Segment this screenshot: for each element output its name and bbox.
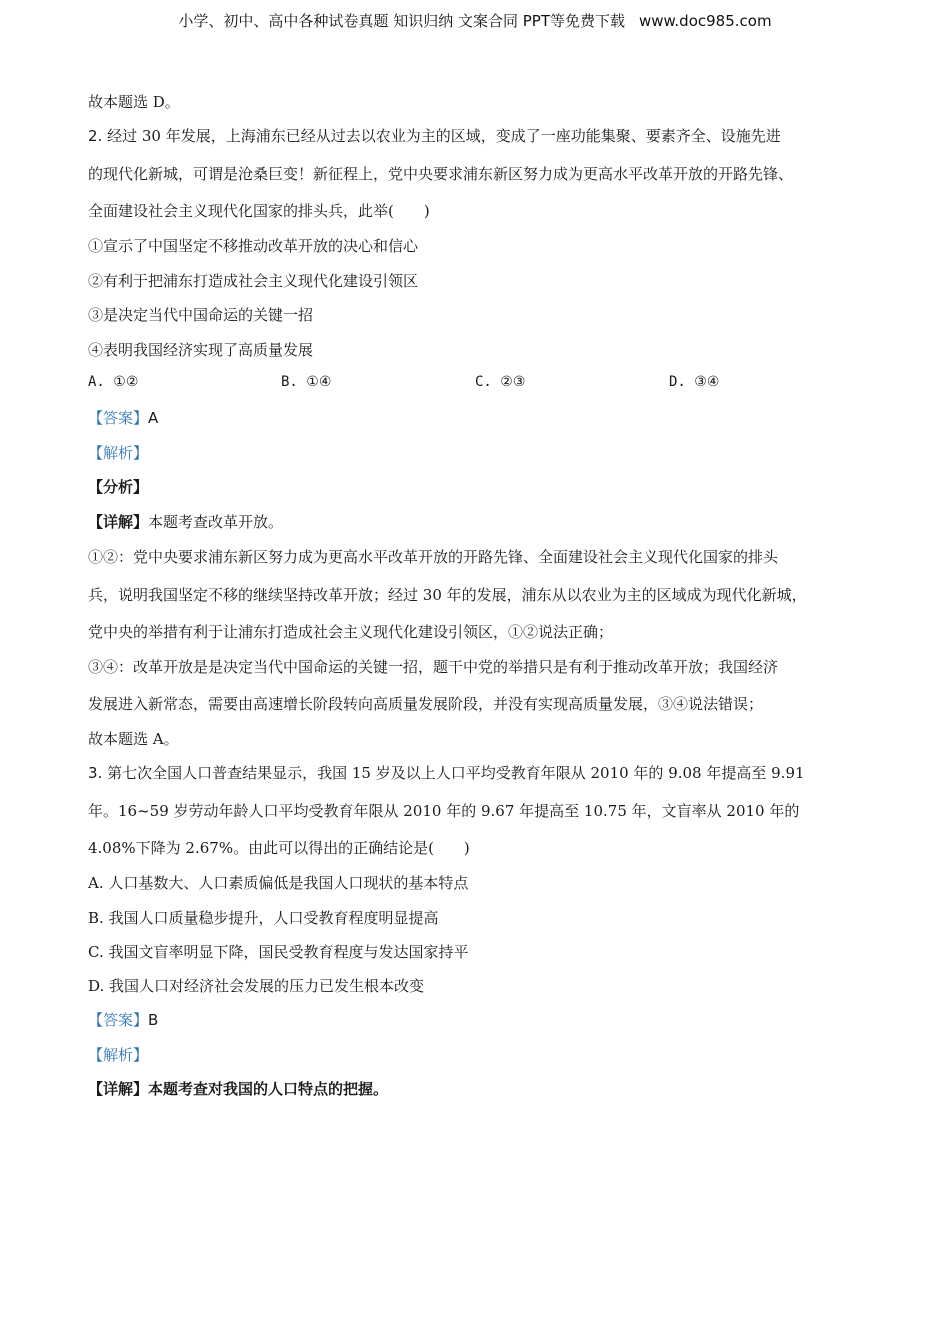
q2-statement-2: ②有利于把浦东打造成社会主义现代化建设引领区 bbox=[88, 272, 419, 290]
q3-stem-line-2: 年。16~59 岁劳动年龄人口平均受教育年限从 2010 年的 9.67 年提高至 10.75 年，文盲率从 2010 年的 bbox=[88, 802, 800, 820]
q2-explanation-line-2: 兵，说明我国坚定不移的继续坚持改革开放；经过 30 年的发展，浦东从以农业为主的区域成为现代化新城， bbox=[88, 586, 807, 604]
q3-detail-label: 【详解】 bbox=[88, 1080, 149, 1098]
header-url[interactable]: www.doc985.com bbox=[638, 12, 772, 30]
q2-option-a: A. ①② bbox=[88, 374, 139, 390]
q3-analysis-label: 【解析】 bbox=[88, 1046, 149, 1064]
q2-stem-line-2: 的现代化新城，可谓是沧桑巨变！新征程上，党中央要求浦东新区努力成为更高水平改革开放的开路先锋、 bbox=[88, 165, 794, 183]
q3-answer bbox=[88, 1009, 158, 1030]
q3-option-d: D. 我国人口对经济社会发展的压力已发生根本改变 bbox=[88, 977, 425, 995]
q2-statement-3: ③是决定当代中国命运的关键一招 bbox=[88, 306, 314, 324]
q2-answer bbox=[88, 407, 158, 428]
q2-statement-4: ④表明我国经济实现了高质量发展 bbox=[88, 341, 314, 359]
q3-option-b: B. 我国人口质量稳步提升，人口受教育程度明显提高 bbox=[88, 909, 439, 927]
q2-option-c: C. ②③ bbox=[475, 374, 526, 390]
q2-detail bbox=[88, 511, 283, 532]
q2-explanation-line-1: ①②：党中央要求浦东新区努力成为更高水平改革开放的开路先锋、全面建设社会主义现代化国家的排头 bbox=[88, 548, 779, 566]
q3-number: 3. bbox=[88, 764, 103, 782]
q2-explanation-line-4: ③④：改革开放是是决定当代中国命运的关键一招，题干中党的举措只是有利于推动改革开放；我国经济 bbox=[88, 658, 779, 676]
q3-answer-value: B bbox=[148, 1011, 159, 1029]
prev-conclusion: 故本题选 D。 bbox=[88, 93, 180, 111]
q3-answer-label: 【答案】 bbox=[88, 1011, 149, 1029]
header-text: 小学、初中、高中各种试卷真题 知识归纳 文案合同 PPT等免费下载 bbox=[178, 12, 625, 30]
q2-number: 2. bbox=[88, 127, 103, 145]
q2-answer-value: A bbox=[148, 409, 159, 427]
q2-stem-line-1: 2. 经过 30 年发展，上海浦东已经从过去以农业为主的区域，变成了一座功能集聚、要素齐全、设施先进 bbox=[88, 127, 781, 145]
site-header bbox=[0, 10, 950, 31]
q2-option-d: D. ③④ bbox=[669, 374, 720, 390]
q2-answer-label: 【答案】 bbox=[88, 409, 149, 427]
q2-analysis-label: 【解析】 bbox=[88, 444, 149, 462]
q2-explanation-line-5: 发展进入新常态，需要由高速增长阶段转向高质量发展阶段，并没有实现高质量发展，③④说法错误； bbox=[88, 695, 764, 713]
q2-stem-line-3: 全面建设社会主义现代化国家的排头兵，此举( ) bbox=[88, 202, 430, 220]
q2-option-b: B. ①④ bbox=[281, 374, 332, 390]
q2-explanation-line-6: 故本题选 A。 bbox=[88, 730, 179, 748]
q2-statement-1: ①宣示了中国坚定不移推动改革开放的决心和信心 bbox=[88, 237, 419, 255]
q3-detail bbox=[88, 1078, 388, 1099]
q2-detail-label: 【详解】 bbox=[88, 513, 149, 531]
q3-option-c: C. 我国文盲率明显下降，国民受教育程度与发达国家持平 bbox=[88, 943, 469, 961]
q2-detail-text: 本题考查改革开放。 bbox=[148, 513, 284, 531]
q3-detail-text: 本题考查对我国的人口特点的把握。 bbox=[148, 1080, 389, 1098]
q3-stem-line-1: 3. 第七次全国人口普查结果显示，我国 15 岁及以上人口平均受教育年限从 2010 年的 9.08 年提高至 9.91 bbox=[88, 764, 805, 782]
q2-explanation-line-3: 党中央的举措有利于让浦东打造成社会主义现代化建设引领区，①②说法正确； bbox=[88, 623, 614, 641]
q2-fenxi-label: 【分析】 bbox=[88, 478, 149, 496]
q3-option-a: A. 人口基数大、人口素质偏低是我国人口现状的基本特点 bbox=[88, 874, 469, 892]
q3-stem-line-3: 4.08%下降为 2.67%。由此可以得出的正确结论是( ) bbox=[88, 839, 470, 857]
